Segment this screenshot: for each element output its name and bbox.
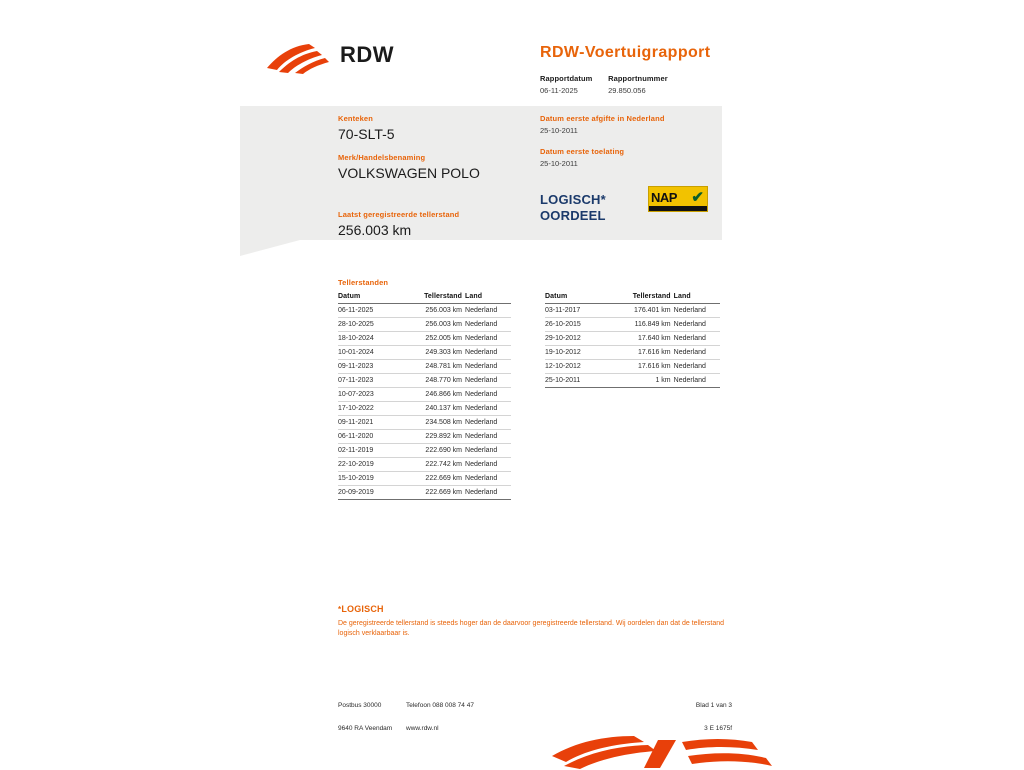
cell-country: Nederland (674, 346, 720, 360)
cell-reading: 17.616 km (615, 360, 673, 374)
nap-badge (648, 186, 708, 212)
cell-reading: 229.892 km (407, 430, 465, 444)
table-row (338, 346, 511, 360)
footer-address-line-2: 9640 RA Veendam (338, 725, 393, 732)
report-number-label: Rapportnummer (608, 74, 668, 83)
last-reading-value: 256.003 km (338, 222, 412, 238)
first-admission-field (540, 147, 720, 168)
cell-country: Nederland (465, 360, 511, 374)
cell-reading: 248.770 km (407, 374, 465, 388)
table-row (545, 318, 720, 332)
report-number-block (608, 74, 668, 95)
column-header-country: Land (674, 291, 720, 304)
cell-date: 03-11-2017 (545, 304, 615, 318)
cell-date: 09-11-2021 (338, 416, 407, 430)
cell-country: Nederland (465, 402, 511, 416)
verdict-text (540, 192, 606, 224)
cell-reading: 256.003 km (407, 318, 465, 332)
brand-title: RDW (340, 42, 395, 67)
cell-date: 17-10-2022 (338, 402, 407, 416)
make-field (338, 153, 528, 181)
cell-country: Nederland (674, 360, 720, 374)
make-value: VOLKSWAGEN POLO (338, 165, 480, 181)
cell-country: Nederland (465, 388, 511, 402)
make-label: Merk/Handelsbenaming (338, 153, 426, 162)
meter-readings-table-left (338, 291, 511, 500)
licence-value: 70-SLT-5 (338, 126, 395, 142)
cell-date: 12-10-2012 (545, 360, 615, 374)
report-date-label: Rapportdatum (540, 74, 593, 83)
footer-address (338, 700, 400, 735)
meter-readings-table-right (545, 291, 720, 388)
cell-reading: 17.616 km (615, 346, 673, 360)
footer-website[interactable]: www.rdw.nl (406, 725, 439, 732)
first-admission-value: 25-10-2011 (540, 159, 578, 168)
cell-country: Nederland (465, 472, 511, 486)
cell-reading: 116.849 km (615, 318, 673, 332)
cell-reading: 222.669 km (407, 472, 465, 486)
footer-address-line-1: Postbus 30000 (338, 702, 382, 709)
cell-reading: 1 km (615, 374, 673, 388)
cell-country: Nederland (674, 374, 720, 388)
cell-date: 06-11-2025 (338, 304, 407, 318)
table-row (338, 458, 511, 472)
cell-country: Nederland (465, 318, 511, 332)
table-row (338, 332, 511, 346)
last-reading-field (338, 210, 538, 238)
table-row (338, 360, 511, 374)
cell-date: 19-10-2012 (545, 346, 615, 360)
first-issue-value: 25-10-2011 (540, 126, 578, 135)
cell-date: 10-07-2023 (338, 388, 407, 402)
cell-country: Nederland (674, 332, 720, 346)
panel-right-column (540, 114, 720, 180)
cell-reading: 252.005 km (407, 332, 465, 346)
cell-reading: 240.137 km (407, 402, 465, 416)
footnote-block (338, 604, 730, 639)
cell-date: 18-10-2024 (338, 332, 407, 346)
footer-contact (406, 700, 526, 735)
first-issue-label: Datum eerste afgifte in Nederland (540, 114, 665, 123)
report-date-block (540, 74, 606, 95)
cell-date: 26-10-2015 (545, 318, 615, 332)
cell-date: 20-09-2019 (338, 486, 407, 500)
footer-page-number: Blad 1 van 3 (695, 702, 732, 709)
footer-phone: Telefoon 088 008 74 47 (406, 702, 474, 709)
report-meta (540, 74, 668, 95)
check-icon: ✔ (691, 189, 704, 206)
report-date-value: 06-11-2025 (540, 86, 578, 95)
nap-badge-bar (649, 206, 707, 211)
cell-country: Nederland (465, 346, 511, 360)
document-header (240, 18, 740, 95)
table-row (338, 416, 511, 430)
cell-country: Nederland (465, 374, 511, 388)
footnote-heading-text: LOGISCH (341, 604, 384, 614)
cell-reading: 222.742 km (407, 458, 465, 472)
cell-date: 28-10-2025 (338, 318, 407, 332)
first-issue-field (540, 114, 720, 135)
table-row (338, 318, 511, 332)
cell-country: Nederland (465, 332, 511, 346)
table-row (338, 374, 511, 388)
cell-reading: 249.303 km (407, 346, 465, 360)
licence-label: Kenteken (338, 114, 373, 123)
vehicle-summary-panel (240, 106, 722, 240)
cell-reading: 222.669 km (407, 486, 465, 500)
footnote-heading (338, 604, 730, 614)
verdict-line-2: OORDEEL (540, 208, 606, 223)
column-header-date: Datum (338, 291, 407, 304)
cell-reading: 248.781 km (407, 360, 465, 374)
table-row (338, 388, 511, 402)
table-row (338, 486, 511, 500)
cell-country: Nederland (465, 486, 511, 500)
table-row (338, 402, 511, 416)
verdict-line-1: LOGISCH* (540, 192, 606, 207)
table-row (338, 304, 511, 318)
cell-country: Nederland (674, 318, 720, 332)
cell-date: 25-10-2011 (545, 374, 615, 388)
table-row (338, 472, 511, 486)
first-admission-label: Datum eerste toelating (540, 147, 625, 156)
nap-badge-label: NAP (651, 190, 677, 205)
report-number-value: 29.850.056 (608, 86, 646, 95)
licence-field (338, 114, 528, 142)
footer-form-code: 3 E 1675f (704, 725, 732, 732)
footer-pagination (612, 700, 732, 735)
panel-notch-shape (240, 240, 300, 256)
bottom-decorative-graphic-icon (548, 736, 788, 770)
cell-country: Nederland (465, 444, 511, 458)
table-header-row (545, 291, 720, 304)
cell-date: 06-11-2020 (338, 430, 407, 444)
cell-country: Nederland (465, 304, 511, 318)
cell-reading: 234.508 km (407, 416, 465, 430)
cell-date: 02-11-2019 (338, 444, 407, 458)
cell-date: 07-11-2023 (338, 374, 407, 388)
cell-country: Nederland (465, 416, 511, 430)
table-row (545, 346, 720, 360)
table-row (545, 304, 720, 318)
table-row (545, 332, 720, 346)
footnote-body: De geregistreerde tellerstand is steeds hoger dan de daarvoor geregistreerde tellerstand. Wij oordelen dan dat de tellerstand logisch verklaarbaar is. (338, 620, 725, 637)
cell-country: Nederland (465, 430, 511, 444)
cell-country: Nederland (465, 458, 511, 472)
cell-date: 22-10-2019 (338, 458, 407, 472)
table-row (338, 430, 511, 444)
cell-reading: 17.640 km (615, 332, 673, 346)
table-row (545, 374, 720, 388)
footnote-star: * (338, 605, 342, 614)
cell-reading: 222.690 km (407, 444, 465, 458)
cell-date: 29-10-2012 (545, 332, 615, 346)
cell-country: Nederland (674, 304, 720, 318)
table-header-row (338, 291, 511, 304)
cell-date: 10-01-2024 (338, 346, 407, 360)
cell-reading: 256.003 km (407, 304, 465, 318)
meter-readings-title: Tellerstanden (338, 278, 389, 287)
rdw-logo-icon (265, 42, 335, 76)
table-row (545, 360, 720, 374)
column-header-reading: Tellerstand (407, 291, 465, 304)
cell-date: 15-10-2019 (338, 472, 407, 486)
cell-reading: 176.401 km (615, 304, 673, 318)
column-header-date: Datum (545, 291, 615, 304)
column-header-country: Land (465, 291, 511, 304)
cell-date: 09-11-2023 (338, 360, 407, 374)
cell-reading: 246.866 km (407, 388, 465, 402)
table-row (338, 444, 511, 458)
panel-left-column (338, 114, 528, 192)
column-header-reading: Tellerstand (615, 291, 673, 304)
report-title: RDW-Voertuigrapport (540, 44, 711, 61)
last-reading-label: Laatst geregistreerde tellerstand (338, 210, 460, 219)
